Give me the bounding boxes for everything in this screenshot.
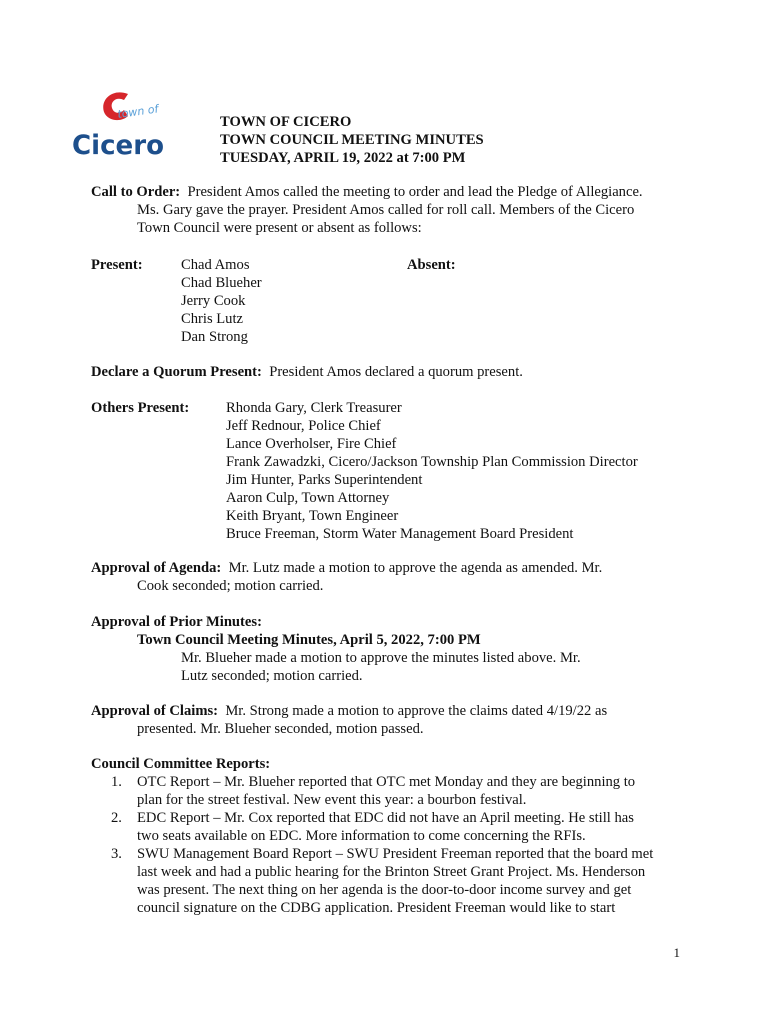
others-present-person: Rhonda Gary, Clerk Treasurer (226, 400, 402, 416)
claims-line-2: presented. Mr. Blueher seconded, motion passed. (137, 721, 424, 737)
agenda-label: Approval of Agenda: (91, 560, 222, 576)
call-to-order-line-2: Ms. Gary gave the prayer. President Amos called for roll call. Members of the Cicero (137, 202, 635, 218)
others-present-label: Others Present: (91, 400, 190, 416)
prior-minutes-sub-label: Town Council Meeting Minutes, April 5, 2022, 7:00 PM (137, 632, 481, 648)
list-item-line: plan for the street festival. New event this year: a bourbon festival. (137, 792, 527, 808)
present-member: Chad Amos (181, 257, 250, 273)
others-present-person: Aaron Culp, Town Attorney (226, 490, 390, 506)
prior-minutes-label: Approval of Prior Minutes: (91, 614, 262, 630)
header-title: TOWN COUNCIL MEETING MINUTES (220, 132, 484, 148)
agenda-line-1: Mr. Lutz made a motion to approve the agenda as amended. Mr. (228, 560, 603, 576)
others-present-person: Frank Zawadzki, Cicero/Jackson Township Plan Commission Director (226, 454, 638, 470)
logo-graphic (70, 90, 166, 160)
prior-minutes-line-1: Mr. Blueher made a motion to approve the minutes listed above. Mr. (181, 650, 581, 666)
list-item-line: last week and had a public hearing for the Brinton Street Grant Project. Ms. Henderson (137, 864, 646, 880)
agenda-line-2: Cook seconded; motion carried. (137, 578, 324, 594)
page-number: 1 (673, 945, 680, 960)
call-to-order-label: Call to Order: (91, 184, 181, 200)
present-member: Jerry Cook (181, 293, 246, 309)
list-item-line: SWU Management Board Report – SWU President Freeman reported that the board met (137, 846, 654, 862)
town-of-cicero-logo (70, 90, 166, 160)
others-present-person: Bruce Freeman, Storm Water Management Board President (226, 526, 574, 542)
absent-label: Absent: (407, 257, 456, 273)
approval-of-agenda-section (91, 559, 691, 595)
list-item (91, 773, 691, 809)
present-member: Chad Blueher (181, 275, 262, 291)
quorum-label: Declare a Quorum Present: (91, 364, 262, 380)
list-item-number: 1. (111, 774, 122, 790)
call-to-order-section (91, 183, 691, 237)
list-item (91, 845, 691, 917)
list-item-line: EDC Report – Mr. Cox reported that EDC did not have an April meeting. He still has (137, 810, 634, 826)
present-list (181, 256, 262, 346)
logo-wordmark: Cicero (72, 130, 164, 160)
list-item (91, 809, 691, 845)
prior-minutes-line-2: Lutz seconded; motion carried. (181, 668, 363, 684)
approval-of-claims-section (91, 702, 691, 738)
call-to-order-line-3: Town Council were present or absent as follows: (137, 220, 422, 236)
document-header (220, 113, 484, 167)
list-item-line: council signature on the CDBG application. President Freeman would like to start (137, 900, 616, 916)
council-committee-reports-section (91, 755, 691, 917)
approval-of-prior-minutes-section (91, 613, 691, 685)
others-present-list (226, 399, 638, 543)
header-date: TUESDAY, APRIL 19, 2022 at 7:00 PM (220, 150, 466, 166)
others-present-person: Jim Hunter, Parks Superintendent (226, 472, 423, 488)
claims-line-1: Mr. Strong made a motion to approve the claims dated 4/19/22 as (225, 703, 608, 719)
call-to-order-line-1: President Amos called the meeting to order and lead the Pledge of Allegiance. (187, 184, 643, 200)
others-present-person: Jeff Rednour, Police Chief (226, 418, 381, 434)
claims-label: Approval of Claims: (91, 703, 219, 719)
quorum-text: President Amos declared a quorum present. (269, 364, 523, 380)
present-label: Present: (91, 257, 143, 273)
present-member: Dan Strong (181, 329, 248, 345)
list-item-number: 3. (111, 846, 122, 862)
others-present-person: Keith Bryant, Town Engineer (226, 508, 399, 524)
list-item-line: two seats available on EDC. More information to come concerning the RFIs. (137, 828, 586, 844)
list-item-line: was present. The next thing on her agenda is the door-to-door income survey and get (137, 882, 632, 898)
list-item-line: OTC Report – Mr. Blueher reported that OTC met Monday and they are beginning to (137, 774, 636, 790)
quorum-section (91, 363, 523, 381)
present-member: Chris Lutz (181, 311, 244, 327)
others-present-person: Lance Overholser, Fire Chief (226, 436, 397, 452)
committee-reports-label: Council Committee Reports: (91, 756, 271, 772)
logo-script-text: town of (116, 102, 160, 121)
header-town: TOWN OF CICERO (220, 114, 352, 130)
list-item-number: 2. (111, 810, 122, 826)
